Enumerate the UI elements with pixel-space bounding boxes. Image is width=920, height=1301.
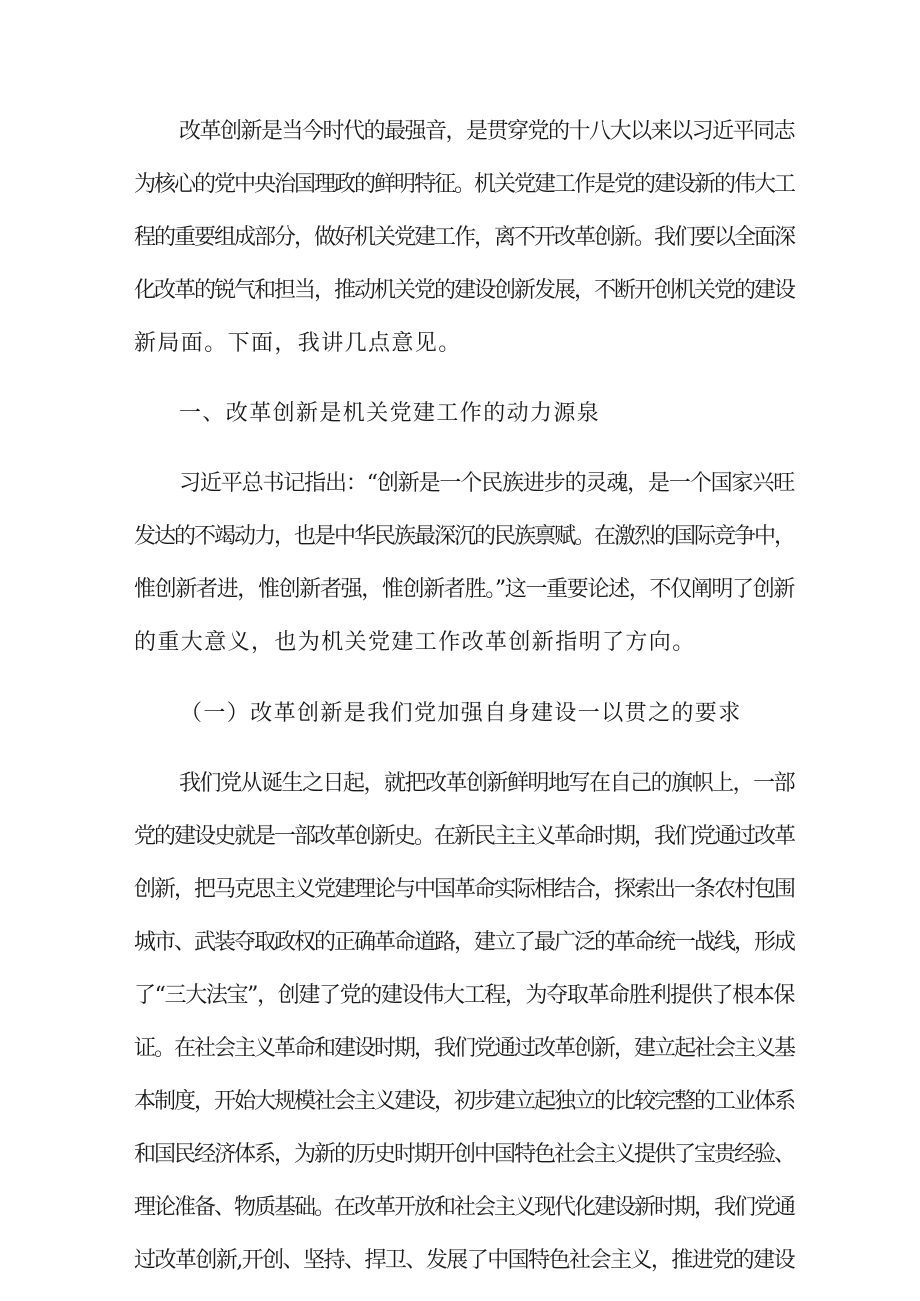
paragraph-1-line: 新局面。下面，我讲几点意见。 <box>134 331 462 356</box>
paragraph-3-line: 城市、武装夺取政权的正确革命道路，建立了最广泛的革命统一战线，形成 <box>134 930 795 955</box>
paragraph-3-line: 和国民经济体系，为新的历史时期开创中国特色社会主义提供了宝贵经验、 <box>134 1142 795 1167</box>
paragraph-1-line: 程的重要组成部分，做好机关党建工作，离不开改革创新。我们要以全面深 <box>134 225 795 250</box>
paragraph-1-line: 化改革的锐气和担当，推动机关党的建设创新发展，不断开创机关党的建设 <box>134 278 795 303</box>
paragraph-3-line: 创新，把马克思主义党建理论与中国革命实际相结合，探索出一条农村包围 <box>134 877 795 902</box>
paragraph-3-line: 理论准备、物质基础。在改革开放和社会主义现代化建设新时期，我们党通 <box>134 1195 795 1220</box>
paragraph-3-line: 我们党从诞生之日起，就把改革创新鲜明地写在自己的旗帜上，一部 <box>179 771 794 796</box>
paragraph-3-line: 本制度，开始大规模社会主义建设，初步建立起独立的比较完整的工业体系 <box>134 1089 795 1114</box>
paragraph-3-line: 党的建设史就是一部改革创新史。在新民主主义革命时期，我们党通过改革 <box>134 824 795 849</box>
paragraph-3-line: 过改革创新,开创、坚持、捍卫、发展了中国特色社会主义，推进党的建设 <box>134 1248 794 1273</box>
paragraph-2-line: 习近平总书记指出：“创新是一个民族进步的灵魂，是一个国家兴旺 <box>179 471 794 496</box>
paragraph-2-line: 惟创新者进，惟创新者强，惟创新者胜。”这一重要论述，不仅阐明了创新 <box>134 577 794 602</box>
paragraph-3-line: 了“三大法宝”，创建了党的建设伟大工程，为夺取革命胜利提供了根本保 <box>134 983 794 1008</box>
paragraph-1-line: 为核心的党中央治国理政的鲜明特征。机关党建工作是党的建设新的伟大工 <box>134 172 795 197</box>
paragraph-1-line: 改革创新是当今时代的最强音，是贯穿党的十八大以来以习近平同志 <box>179 119 794 144</box>
paragraph-2-line: 发达的不竭动力，也是中华民族最深沉的民族禀赋。在激烈的国际竞争中， <box>134 524 795 549</box>
paragraph-2-line: 的重大意义，也为机关党建工作改革创新指明了方向。 <box>134 630 696 655</box>
section-heading-1: 一、改革创新是机关党建工作的动力源泉 <box>179 401 601 426</box>
section-heading-2: （一）改革创新是我们党加强自身建设一以贯之的要求 <box>180 701 742 726</box>
paragraph-3-line: 证。在社会主义革命和建设时期，我们党通过改革创新，建立起社会主义基 <box>134 1036 795 1061</box>
